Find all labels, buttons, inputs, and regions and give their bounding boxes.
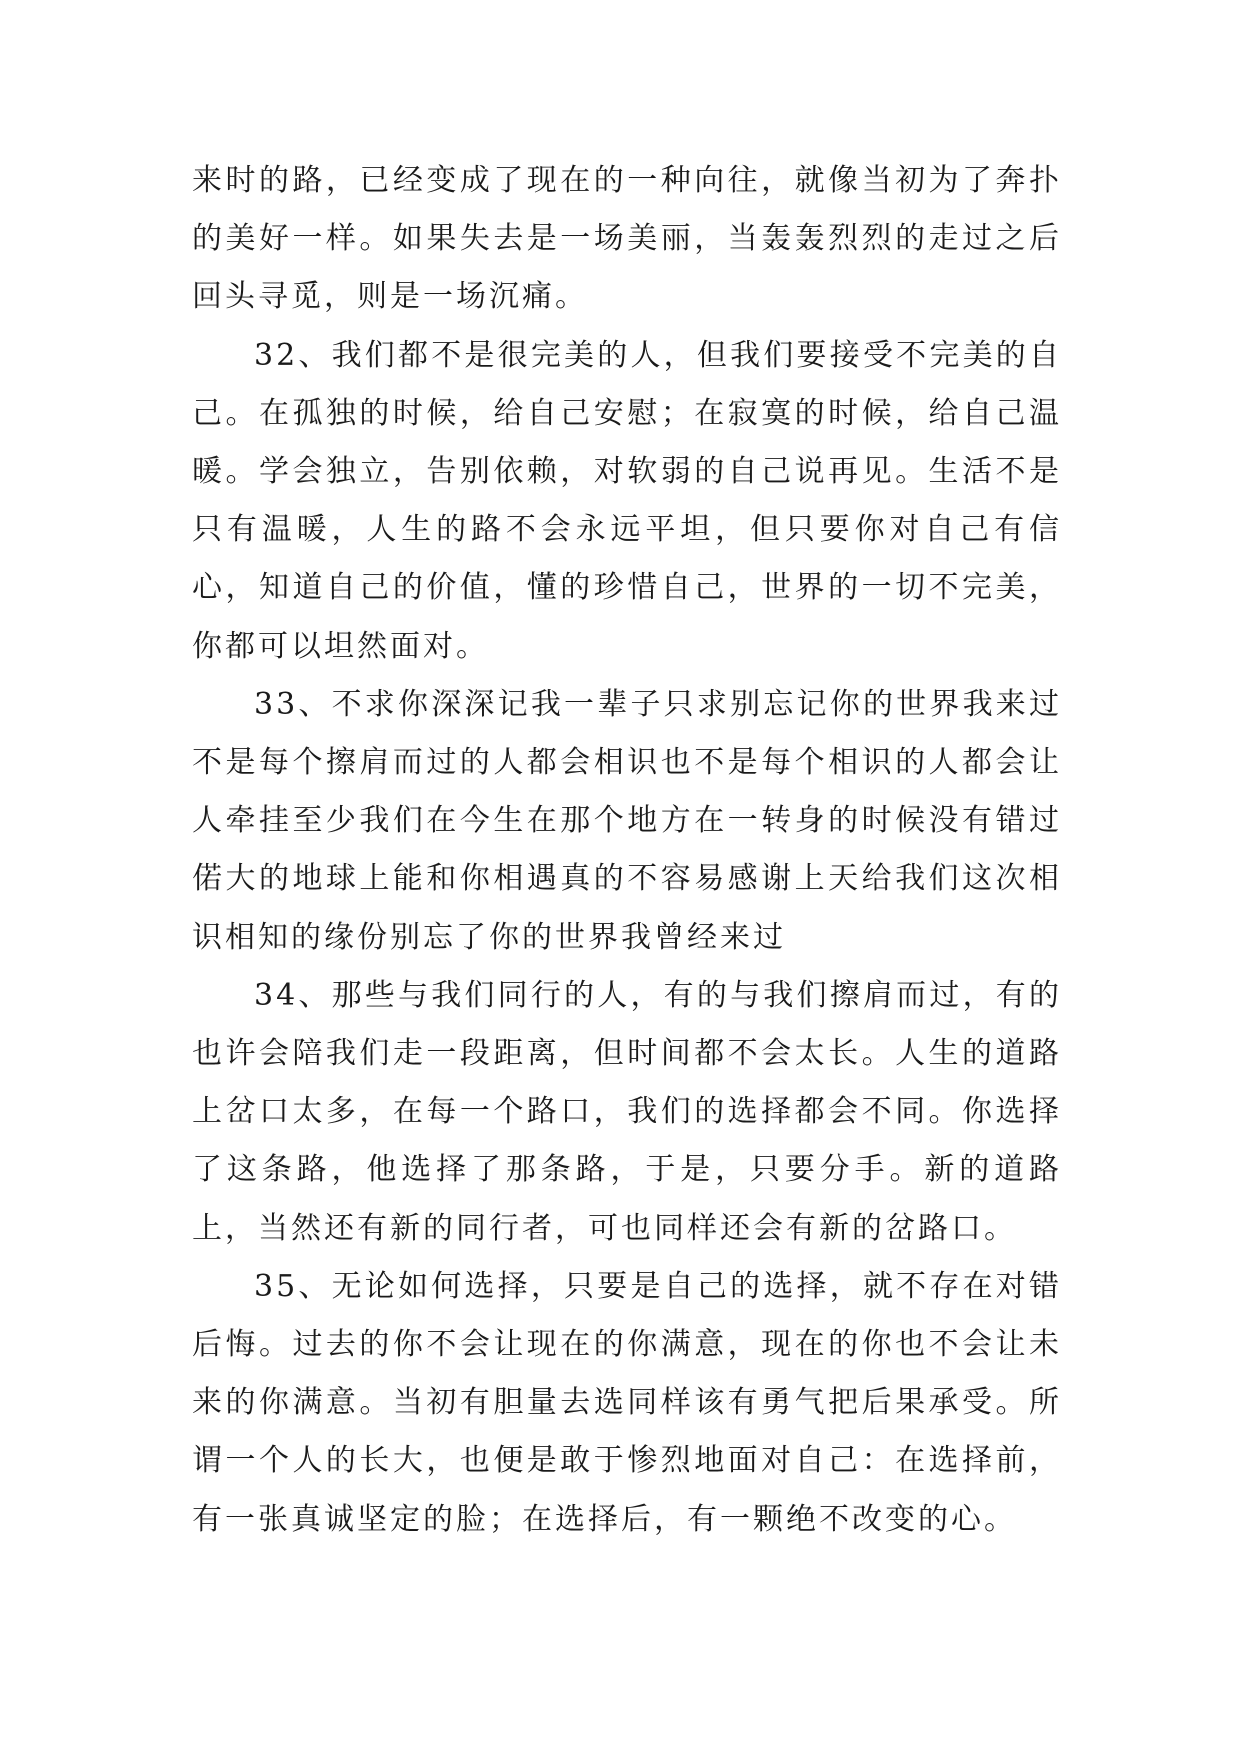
paragraph-32: 32、我们都不是很完美的人，但我们要接受不完美的自己。在孤独的时候，给自己安慰；在寂寞的时候，给自己温暖。学会独立，告别依赖，对软弱的自己说再见。生活不是只有温暖，人生的路不会永远平坦，但只要你对自己有信心，知道自己的价值，懂的珍惜自己，世界的一切不完美，你都可以坦然面对。 xyxy=(192,337,1062,664)
paragraph-33: 33、不求你深深记我一辈子只求别忘记你的世界我来过不是每个擦肩而过的人都会相识也不是每个相识的人都会让人牵挂至少我们在今生在那个地方在一转身的时候没有错过偌大的地球上能和你相遇真的不容易感谢上天给我们这次相识相知的缘份别忘了你的世界我曾经来过 xyxy=(192,686,1062,955)
paragraph-35: 35、无论如何选择，只要是自己的选择，就不存在对错后悔。过去的你不会让现在的你满意，现在的你也不会让未来的你满意。当初有胆量去选同样该有勇气把后果承受。所谓一个人的长大，也便是敢于惨烈地面对自己：在选择前，有一张真诚坚定的脸；在选择后，有一颗绝不改变的心。 xyxy=(192,1268,1062,1537)
paragraph-34: 34、那些与我们同行的人，有的与我们擦肩而过，有的也许会陪我们走一段距离，但时间都不会太长。人生的道路上岔口太多，在每一个路口，我们的选择都会不同。你选择了这条路，他选择了那条路，于是，只要分手。新的道路上，当然还有新的同行者，可也同样还会有新的岔路口。 xyxy=(192,977,1062,1246)
document-body xyxy=(192,152,1062,1549)
paragraph-intro: 来时的路，已经变成了现在的一种向往，就像当初为了奔扑的美好一样。如果失去是一场美丽，当轰轰烈烈的走过之后回头寻觅，则是一场沉痛。 xyxy=(192,163,1062,315)
